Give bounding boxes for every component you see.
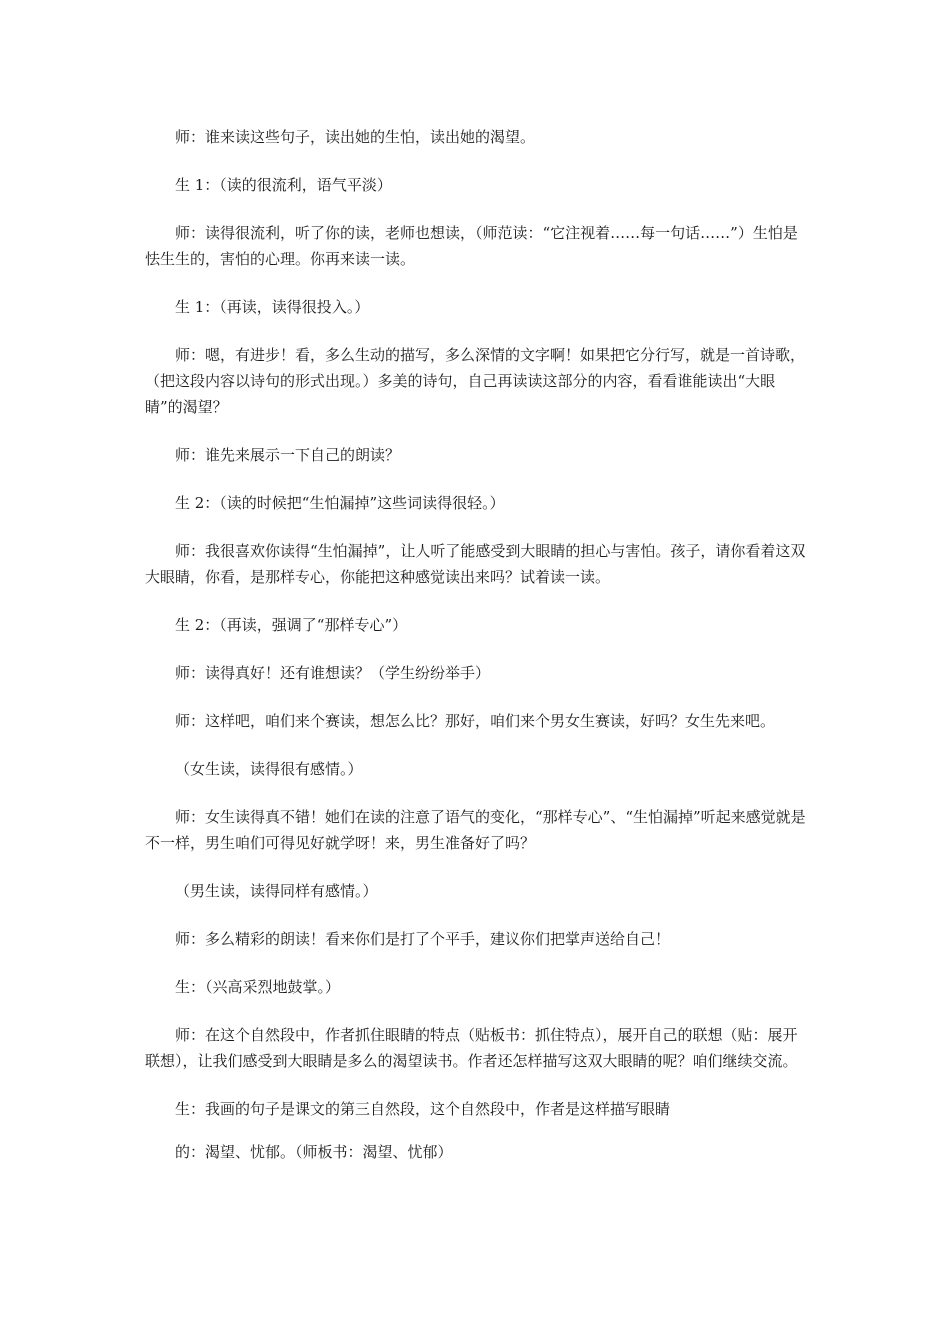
document-body	[145, 124, 810, 1165]
paragraph-5: 师：嗯，有进步！看，多么生动的描写，多么深情的文字啊！如果把它分行写，就是一首诗歌，（把这段内容以诗句的形式出现。）多美的诗句，自己再读读这部分的内容，看看谁能读出“大眼睛”的渴望？	[145, 346, 806, 416]
paragraph-12: （女生读，读得很有感情。）	[175, 760, 363, 778]
paragraph-11: 师：这样吧，咱们来个赛读，想怎么比？那好，咱们来个男女生赛读，好吗？女生先来吧。	[175, 712, 776, 730]
paragraph-13: 师：女生读得真不错！她们在读的注意了语气的变化，“那样专心”、“生怕漏掉”听起来感觉就是不一样，男生咱们可得见好就学呀！来，男生准备好了吗？	[145, 808, 806, 852]
paragraph-1: 师：谁来读这些句子，读出她的生怕，读出她的渴望。	[175, 128, 536, 146]
paragraph-17: 师：在这个自然段中，作者抓住眼睛的特点（贴板书：抓住特点），展开自己的联想（贴：展开联想），让我们感受到大眼睛是多么的渴望读书。作者还怎样描写这双大眼睛的呢？咱们继续交流。	[145, 1026, 798, 1070]
paragraph-18: 生：我画的句子是课文的第三自然段，这个自然段中，作者是这样描写眼睛	[175, 1100, 671, 1118]
paragraph-4: 生 1：（再读，读得很投入。）	[175, 298, 370, 316]
paragraph-10: 师：读得真好！还有谁想读？（学生纷纷举手）	[175, 664, 491, 682]
paragraph-19: 的：渴望、忧郁。（师板书：渴望、忧郁）	[175, 1143, 453, 1161]
paragraph-9: 生 2：（再读，强调了“那样专心”）	[175, 616, 408, 634]
paragraph-8: 师：我很喜欢你读得“生怕漏掉”，让人听了能感受到大眼睛的担心与害怕。孩子，请你看着这双大眼睛，你看，是那样专心，你能把这种感觉读出来吗？试着读一读。	[145, 542, 806, 586]
paragraph-15: 师：多么精彩的朗读！看来你们是打了个平手，建议你们把掌声送给自己！	[175, 930, 671, 948]
paragraph-14: （男生读，读得同样有感情。）	[175, 882, 378, 900]
paragraph-3: 师：读得很流利，听了你的读，老师也想读，（师范读：“它注视着……每一句话……”）生怕是怯生生的，害怕的心理。你再来读一读。	[145, 224, 798, 268]
paragraph-7: 生 2：（读的时候把“生怕漏掉”这些词读得很轻。）	[175, 494, 505, 512]
paragraph-16: 生：（兴高采烈地鼓掌。）	[175, 978, 341, 996]
paragraph-6: 师：谁先来展示一下自己的朗读？	[175, 446, 401, 464]
paragraph-2: 生 1：（读的很流利，语气平淡）	[175, 176, 392, 194]
